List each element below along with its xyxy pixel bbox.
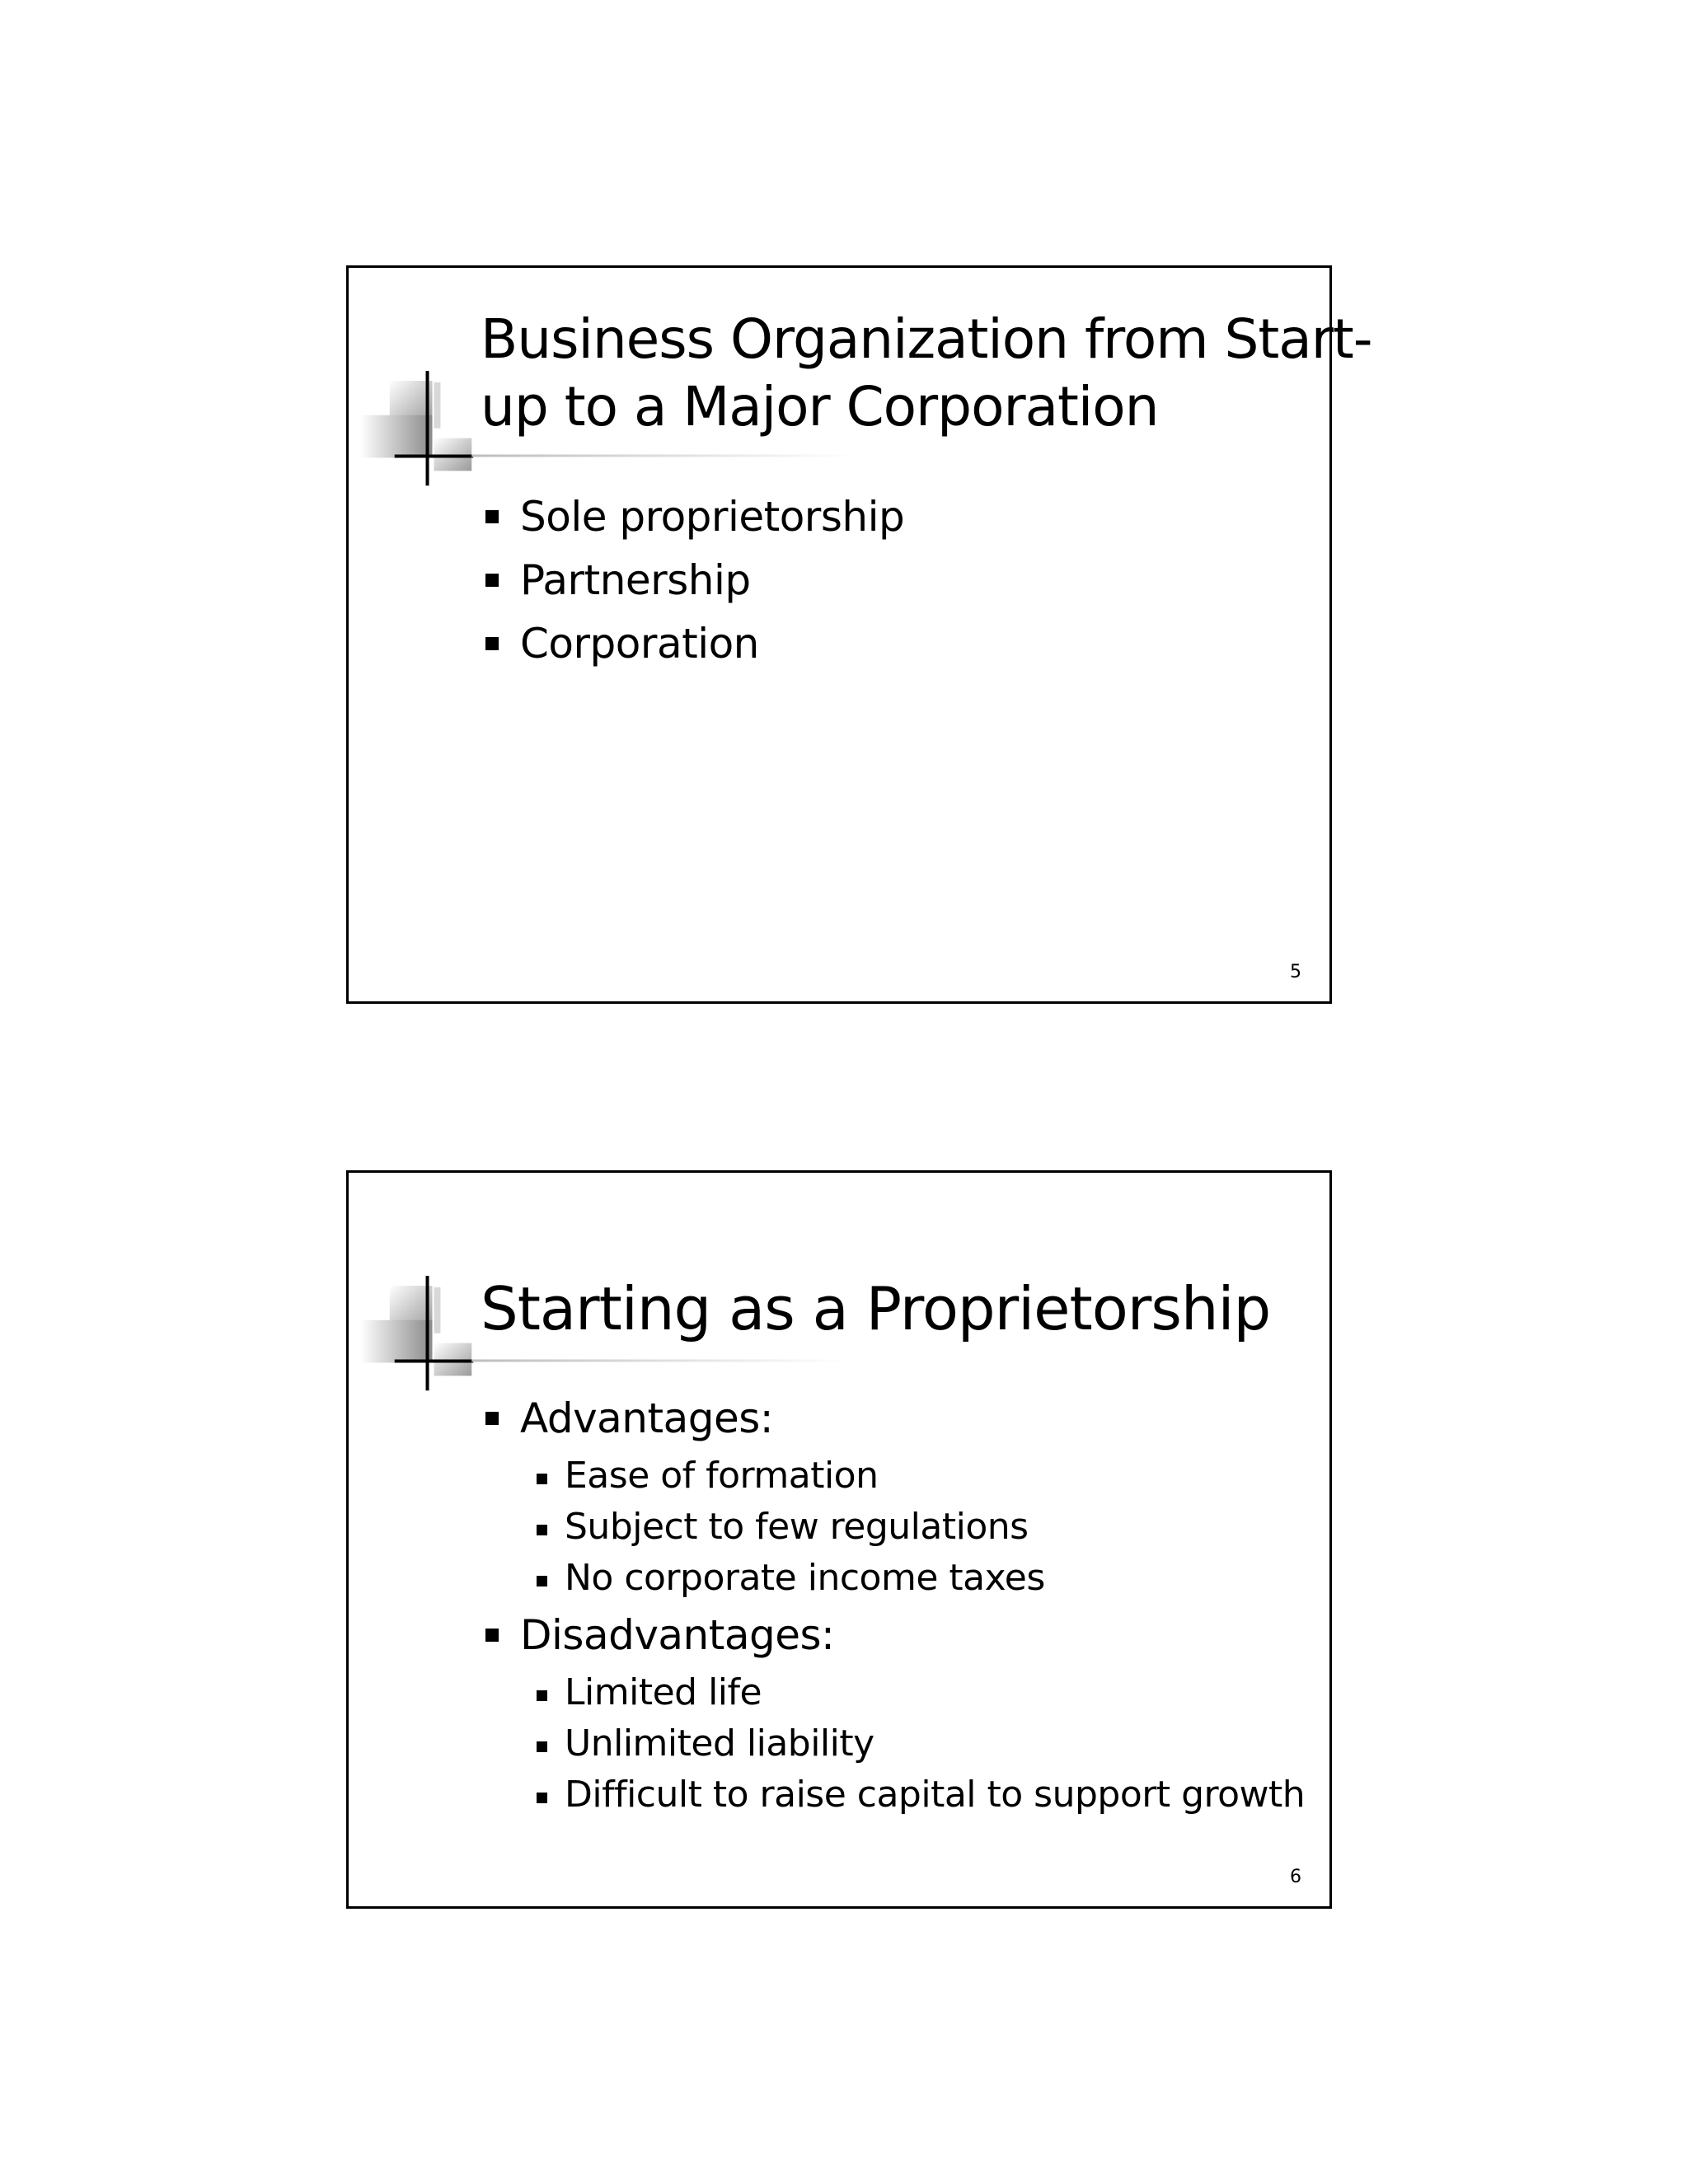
sub-bullet-text: Difficult to raise capital to support growth: [565, 1774, 1306, 1816]
slide-title: [481, 306, 1372, 441]
bullet-item: [481, 1604, 1305, 1821]
sub-bullet-text: No corporate income taxes: [565, 1557, 1045, 1599]
sub-bullet-text: Subject to few regulations: [565, 1506, 1029, 1548]
square-bullet-icon: [537, 1690, 547, 1701]
bullet-text: Partnership: [520, 556, 751, 604]
slide-number: 5: [1290, 962, 1301, 982]
sub-bullet-item: [523, 1502, 1305, 1553]
square-bullet-icon: [485, 574, 499, 587]
bullet-list: [481, 485, 904, 676]
sub-bullet-list: [520, 1667, 1305, 1821]
bullet-item: [481, 485, 904, 549]
slide-6: [346, 1170, 1332, 1909]
sub-bullet-text: Limited life: [565, 1671, 762, 1713]
sub-bullet-item: [523, 1769, 1305, 1821]
square-bullet-icon: [485, 1412, 499, 1425]
slide-number: 6: [1290, 1867, 1301, 1887]
sub-bullet-item: [523, 1553, 1305, 1604]
square-bullet-icon: [537, 1793, 547, 1803]
bullet-text: Corporation: [520, 620, 759, 668]
slide-title-line-1: Business Organization from Start-: [481, 307, 1372, 371]
sub-bullet-item: [523, 1451, 1305, 1502]
bullet-text: Sole proprietorship: [520, 493, 905, 541]
sub-bullet-list: [520, 1451, 1305, 1604]
slide-title-line-2: up to a Major Corporation: [481, 375, 1159, 438]
slide-title: Starting as a Proprietorship: [481, 1274, 1271, 1343]
square-bullet-icon: [485, 1629, 499, 1642]
square-bullet-icon: [537, 1576, 547, 1586]
square-bullet-icon: [537, 1741, 547, 1752]
bullet-item: [481, 1387, 1305, 1604]
bullet-text: Advantages:: [520, 1394, 774, 1442]
square-bullet-icon: [485, 637, 499, 650]
sub-bullet-text: Unlimited liability: [565, 1722, 874, 1765]
bullet-text: Disadvantages:: [520, 1611, 835, 1659]
sub-bullet-item: [523, 1718, 1305, 1769]
bullet-item: [481, 549, 904, 612]
square-bullet-icon: [537, 1525, 547, 1535]
square-bullet-icon: [537, 1474, 547, 1484]
slide-5: [346, 265, 1372, 1004]
sub-bullet-item: [523, 1667, 1305, 1718]
bullet-item: [481, 612, 904, 676]
sub-bullet-text: Ease of formation: [565, 1455, 879, 1497]
bullet-list: [481, 1387, 1305, 1821]
square-bullet-icon: [485, 510, 499, 523]
